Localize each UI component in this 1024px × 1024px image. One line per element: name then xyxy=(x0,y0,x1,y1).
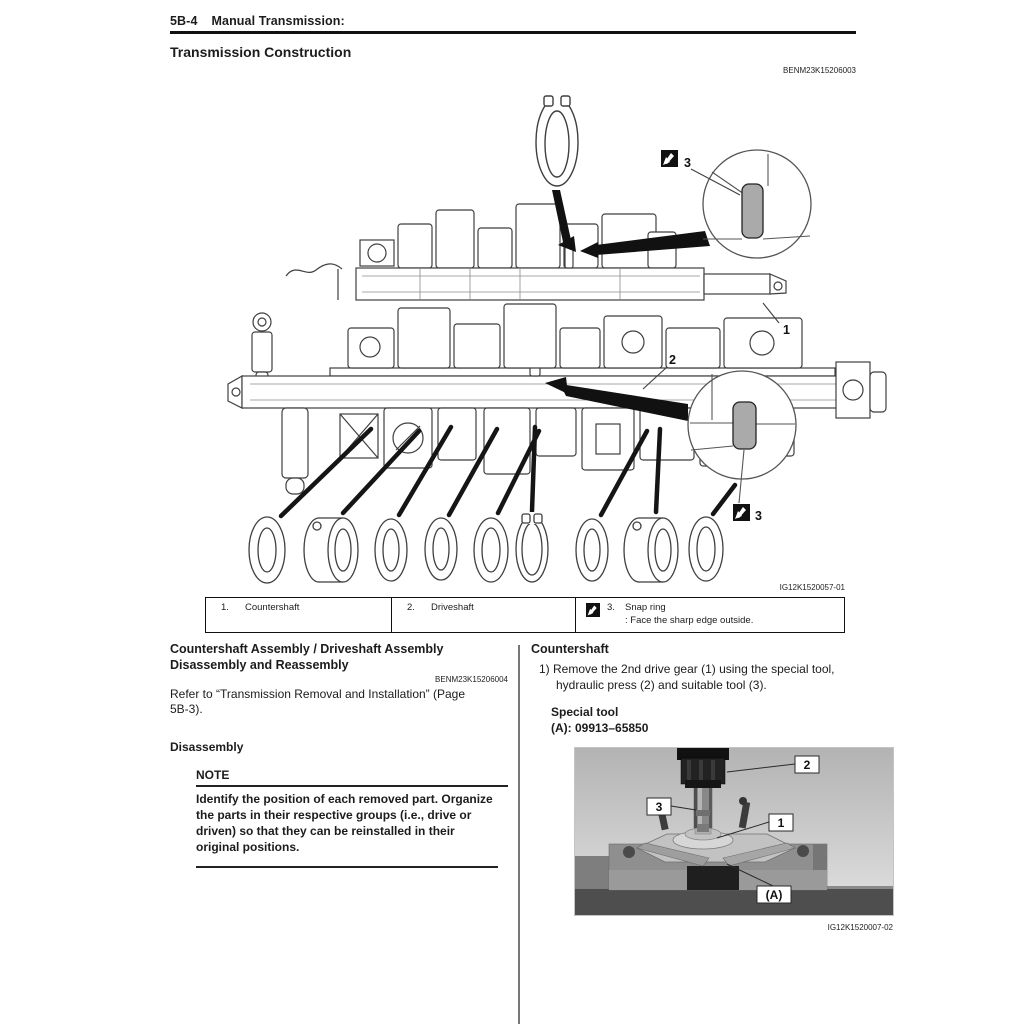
step-1: 1) Remove the 2nd drive gear (1) using the special tool, hydraulic press (2) and suitable tool (3). xyxy=(539,662,835,693)
section-ref-code: BENM23K15206004 xyxy=(435,674,508,684)
section-heading: Countershaft Assembly / Driveshaft Assembly Disassembly and Reassembly xyxy=(170,642,444,673)
photo-callout-press: 2 xyxy=(803,758,811,773)
snap-ring-direction-icon xyxy=(586,603,600,617)
note-title: NOTE xyxy=(196,768,508,787)
gear-hub xyxy=(304,518,358,582)
section-title: Manual Transmission: xyxy=(211,14,345,28)
callout-3-bottom: 3 xyxy=(755,509,762,523)
legend-item-snap-ring: 3. Snap ring : Face the sharp edge outside. xyxy=(576,598,844,632)
snap-ring-section xyxy=(742,184,763,238)
figure-code: IG12K1520057-01 xyxy=(779,583,845,592)
special-tool-label: Special tool xyxy=(551,704,619,719)
disassembly-section xyxy=(170,641,513,868)
column-divider xyxy=(518,645,520,1024)
disassembly-subheading: Disassembly xyxy=(170,740,244,755)
press-photo xyxy=(575,748,893,915)
construction-ref-code: BENM23K15206003 xyxy=(783,66,856,75)
legend-item-driveshaft: 2. Driveshaft xyxy=(392,598,576,632)
note-box xyxy=(196,768,508,868)
countershaft-section xyxy=(531,641,893,933)
special-tool-value: (A): 09913–65850 xyxy=(551,721,649,736)
callout-3-top: 3 xyxy=(684,156,691,170)
snap-ring-part xyxy=(516,512,548,582)
snap-ring-top xyxy=(536,92,578,186)
special-tool xyxy=(551,704,876,736)
detail-inset-bottom xyxy=(688,371,796,503)
legend-table xyxy=(205,597,845,633)
press-photo-wrap xyxy=(575,748,893,932)
photo-callout-gear: 1 xyxy=(777,816,785,831)
snap-ring-section xyxy=(733,402,756,449)
intro-paragraph: Refer to “Transmission Removal and Installation” (Page 5B-3). xyxy=(170,686,466,717)
legend-item-countershaft: 1. Countershaft xyxy=(206,598,392,632)
photo-callout-tool: 3 xyxy=(655,800,663,815)
removed-parts-row xyxy=(249,512,723,583)
detail-inset-top xyxy=(703,150,811,258)
section-code: 5B-4 xyxy=(170,14,198,28)
photo-callout-fixture: (A) xyxy=(765,888,783,903)
bench-edge xyxy=(575,889,893,915)
legend-snap-ring-text: Snap ring : Face the sharp edge outside. xyxy=(625,602,754,626)
note-body: Identify the position of each removed part. Organize the parts in their respective groups (i.e., drive or driven) so that they can be reinstalled in their original positions. xyxy=(196,787,498,868)
photo-code: IG12K1520007-02 xyxy=(827,923,893,933)
snap-ring-direction-icon xyxy=(733,504,750,521)
press-tool-rod xyxy=(694,782,712,832)
callout-2: 2 xyxy=(669,353,676,367)
construction-title: Transmission Construction xyxy=(170,44,352,60)
callout-1: 1 xyxy=(783,323,790,337)
snap-ring-direction-icon xyxy=(661,150,678,167)
gear-hub xyxy=(624,518,678,582)
countershaft-heading: Countershaft xyxy=(531,642,609,656)
press-ram xyxy=(677,748,729,788)
